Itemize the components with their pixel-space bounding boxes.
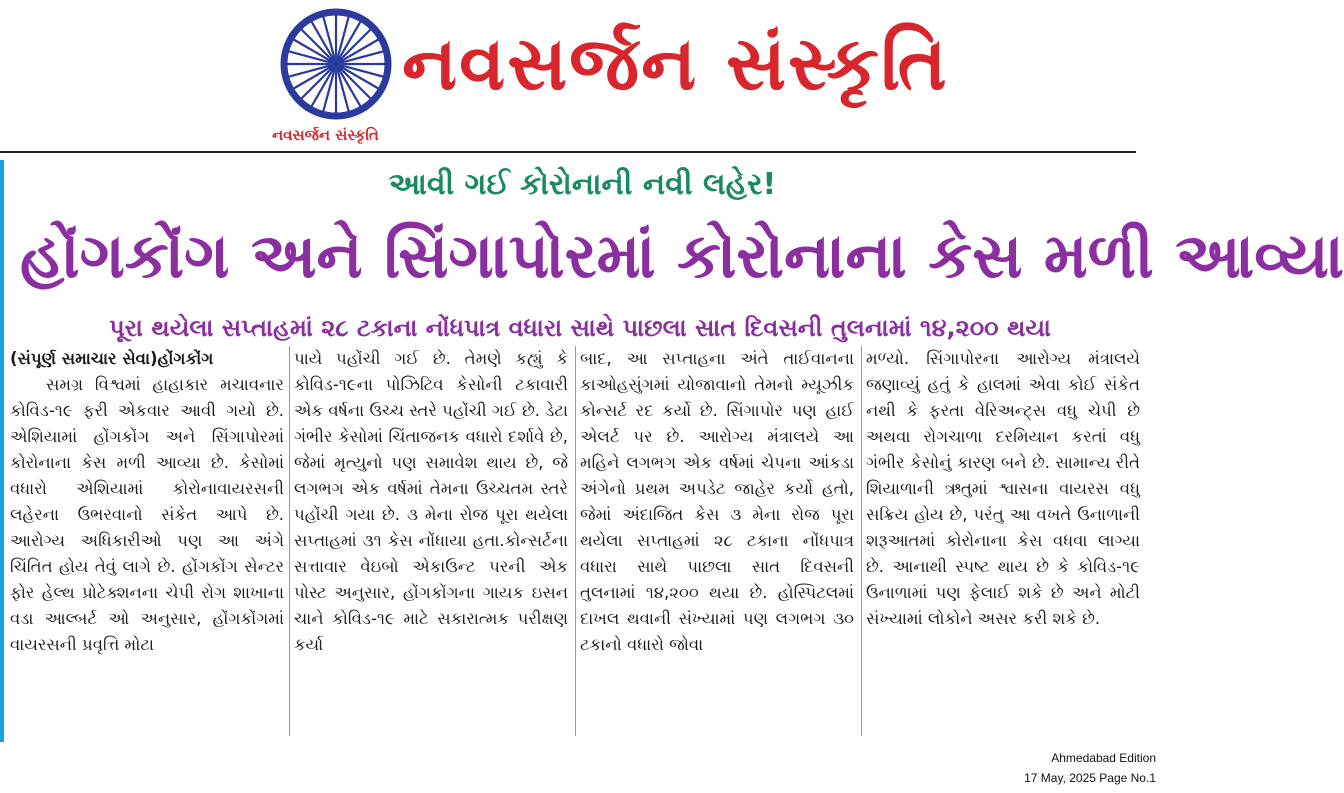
masthead <box>0 0 1165 152</box>
column-text: પાયે પહોંચી ગઈ છે. તેમણે કહ્યું કે કોવિડ-૧૯ના પોઝિટિવ કેસોની ટકાવારી એક વર્ષના ઉચ્ચ સ્તરે પહોંચી ગઈ છે. ડેટા ગંભીર કેસોમાં ચિંતાજનક વધારો દર્શાવે છે, જેમાં મૃત્યુનો પણ સમાવેશ થાય છે, જે લગભગ એક વર્ષમાં તેમના ઉચ્ચતમ સ્તરે પહોંચી ગયા છે. ૩ મેના રોજ પૂરા થયેલા સપ્તાહમાં ૩૧ કેસ નોંધાયા હતા.કોન્સર્ટના સત્તાવાર વેઇબો એકાઉન્ટ પરની એક પોસ્ટ અનુસાર, હોંગકોંગના ગાયક ઇસન ચાને કોવિડ-૧૯ માટે સકારાત્મક પરીક્ષણ કર્યા <box>294 349 568 654</box>
article-column-4 <box>866 346 1140 742</box>
column-divider <box>575 346 576 736</box>
column-text: બાદ, આ સપ્તાહના અંતે તાઈવાનના કાઓહસુંગમાં યોજાવાનો તેમનો મ્યૂઝીક કોન્સર્ટ રદ કર્યો છે. સિંગાપોર પણ હાઈ એલર્ટ પર છે. આરોગ્ય મંત્રાલયે આ મહિને લગભગ એક વર્ષમાં ચેપના આંકડા અંગેનો પ્રથમ અપડેટ જાહેર કર્યો હતો, જેમાં અંદાજિત કેસ ૩ મેના રોજ પૂરા થયેલા સપ્તાહમાં ૨૮ ટકાના નોંધપાત્ર વધારા સાથે પાછલા સાત દિવસની તુલનામાં ૧૪,૨૦૦ થયા છે. હોસ્પિટલમાં દાખલ થવાની સંખ્યામાં પણ લગભગ ૩૦ ટકાનો વધારો જોવા <box>580 349 854 654</box>
article-column-3 <box>580 346 854 742</box>
edition-date-page: 17 May, 2025 Page No.1 <box>1024 771 1156 785</box>
edition-name: Ahmedabad Edition <box>1051 751 1156 765</box>
masthead-divider <box>0 151 1136 153</box>
article-kicker: આવી ગઈ કોરોનાની નવી લહેર! <box>388 167 777 202</box>
article-headline: હોંગકોંગ અને સિંગાપોરમાં કોરોનાના કેસ મળી આવ્યા <box>20 219 1344 292</box>
article-column-2 <box>294 346 568 742</box>
article-body <box>10 346 1140 742</box>
article-side-bar <box>0 160 4 742</box>
column-text: સમગ્ર વિશ્વમાં હાહાકાર મચાવનાર કોવિડ-૧૯ ફરી એકવાર આવી ગયો છે. એશિયામાં હોંગકોંગ અને સિંગાપોરમાં કોરોનાના કેસ મળી આવ્યા છે. કેસોમાં વધારો એશિયામાં કોરોનાવાયરસની લહેરના ઉભરવાનો સંકેત આપે છે. આરોગ્ય અધિકારીઓ પણ આ અંગે ચિંતિત હોય તેવું લાગે છે. હોંગકોંગ સેન્ટર ફોર હેલ્થ પ્રોટેક્શનના ચેપી રોગ શાખાના વડા આલ્બર્ટ ઓ અનુસાર, હોંગકોંગમાં વાયરસની પ્રવૃત્તિ મોટા <box>10 375 284 654</box>
newspaper-title: નવસર્જન સંસ્કૃતિ <box>402 21 949 107</box>
article-subheadline: પૂરા થયેલા સપ્તાહમાં ૨૮ ટકાના નોંધપાત્ર વધારા સાથે પાછલા સાત દિવસની તુલનામાં ૧૪,૨૦૦ થયા <box>109 314 1051 342</box>
newspaper-small-title: નવસર્જન સંસ્કૃતિ <box>272 126 379 144</box>
column-text: મળ્યો. સિંગાપોરના આરોગ્ય મંત્રાલયે જણાવ્યું હતું કે હાલમાં એવા કોઈ સંકેત નથી કે ફરતા વેરિઅન્ટ્સ વધુ ચેપી છે અથવા રોગચાળા દરમિયાન કરતાં વધુ ગંભીર કેસોનું કારણ બને છે. સામાન્ય રીતે શિયાળાની ઋતુમાં શ્વાસના વાયરસ વધુ સક્રિય હોય છે, પરંતુ આ વખતે ઉનાળાની શરૂઆતમાં કોરોનાના કેસ વધવા લાગ્યા છે. આનાથી સ્પષ્ટ થાય છે કે કોવિડ-૧૯ ઉનાળામાં પણ ફેલાઈ શકે છે અને મોટી સંખ્યામાં લોકોને અસર કરી શકે છે. <box>866 349 1140 628</box>
article-column-1 <box>10 346 284 742</box>
ashoka-chakra-icon <box>278 6 394 122</box>
column-divider <box>289 346 290 736</box>
edition-info <box>936 748 1156 788</box>
article-dateline: (સંપૂર્ણ સમાચાર સેવા)હોંગકોંગ <box>10 349 214 368</box>
column-divider <box>861 346 862 736</box>
